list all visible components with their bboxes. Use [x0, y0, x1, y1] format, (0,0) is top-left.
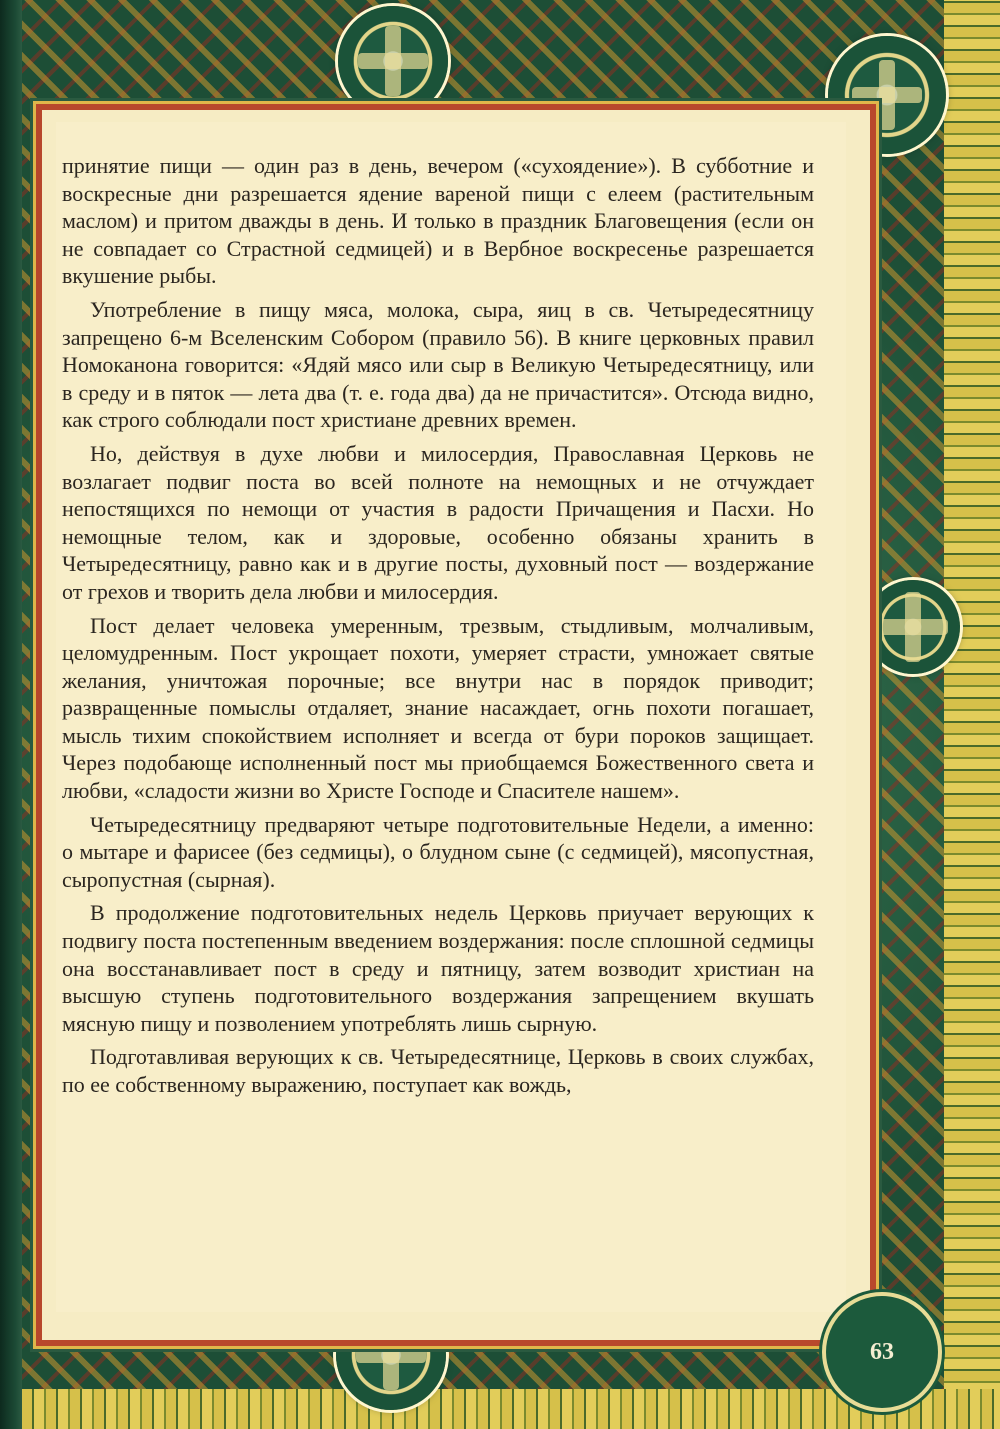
- paragraph: Употребление в пищу мяса, молока, сыра, яиц в св. Четыредесятницу запрещено 6-м Вселенским Собором (правило 56). В книге церковных правил Номоканона говорится: «Ядяй мясо или сыр в Великую Четыредесятницу, или в среду и в пяток — лета два (т. е. года два) да не причастится». Отсюда видно, как строго соблюдали пост христиане древних времен.: [62, 296, 814, 433]
- book-spine: [0, 0, 22, 1429]
- paragraph: Но, действуя в духе любви и милосердия, Православная Церковь не возлагает подвиг поста во всей полноте на немощных и не отчуждает непостящихся по немощи от участия в радости Причащения и Пасхи. Но немощные телом, как и здоровые, особенно обязаны хранить в Четыредесятницу, равно как и в другие посты, духовный пост — воздержание от грехов и творить дела любви и милосердия.: [62, 440, 814, 604]
- paragraph: В продолжение подготовительных недель Церковь приучает верующих к подвигу поста постепенным введением воздержания: после сплошной седмицы она восстанавливает пост в среду и пятницу, затем возводит христиан на высшую ступень подготовительного воздержания запрещением вкушать мясную пищу и позволением употреблять лишь сырную.: [62, 900, 814, 1036]
- page-number: 63: [826, 1296, 938, 1408]
- paragraph: Пост делает человека умеренным, трезвым, стыдливым, молчаливым, целомудренным. Пост укрощает похоти, умеряет страсти, умножает святые желания, уничтожая порочные; все внутри нас в порядок приводит; развращенные помыслы отдаляет, знание насаждает, огнь похоти погашает, мысль тихим спокойствием исполняет и всегда от бури пороков защищает. Через подобающе исполненный пост мы приобщаемся Божественного света и любви, «сладости жизни во Христе Господе и Спасителе нашем».: [62, 612, 814, 804]
- body-text: [62, 152, 814, 1099]
- paragraph: Четыредесятницу предваряют четыре подготовительные Недели, а именно: о мытаре и фарисее (без седмицы), о блудном сыне (с седмицей), мясопустная, сыропустная (сырная).: [62, 811, 814, 892]
- paragraph: Подготавливая верующих к св. Четыредесятнице, Церковь в своих службах, по ее собственному выражению, поступает как вождь,: [62, 1044, 814, 1097]
- medallion-ornament-top: [338, 6, 448, 116]
- ornamental-border-right: [944, 0, 1000, 1429]
- paragraph: принятие пищи — один раз в день, вечером («сухоядение»). В субботние и воскресные дни разрешается ядение вареной пищи с елеем (растительным маслом) и притом дважды в день. И только в праздник Благовещения (если он не совпадает со Страстной седмицей) и в Вербное воскресенье разрешается вкушение рыбы.: [62, 153, 814, 289]
- medallion-ornament-right: [866, 580, 960, 674]
